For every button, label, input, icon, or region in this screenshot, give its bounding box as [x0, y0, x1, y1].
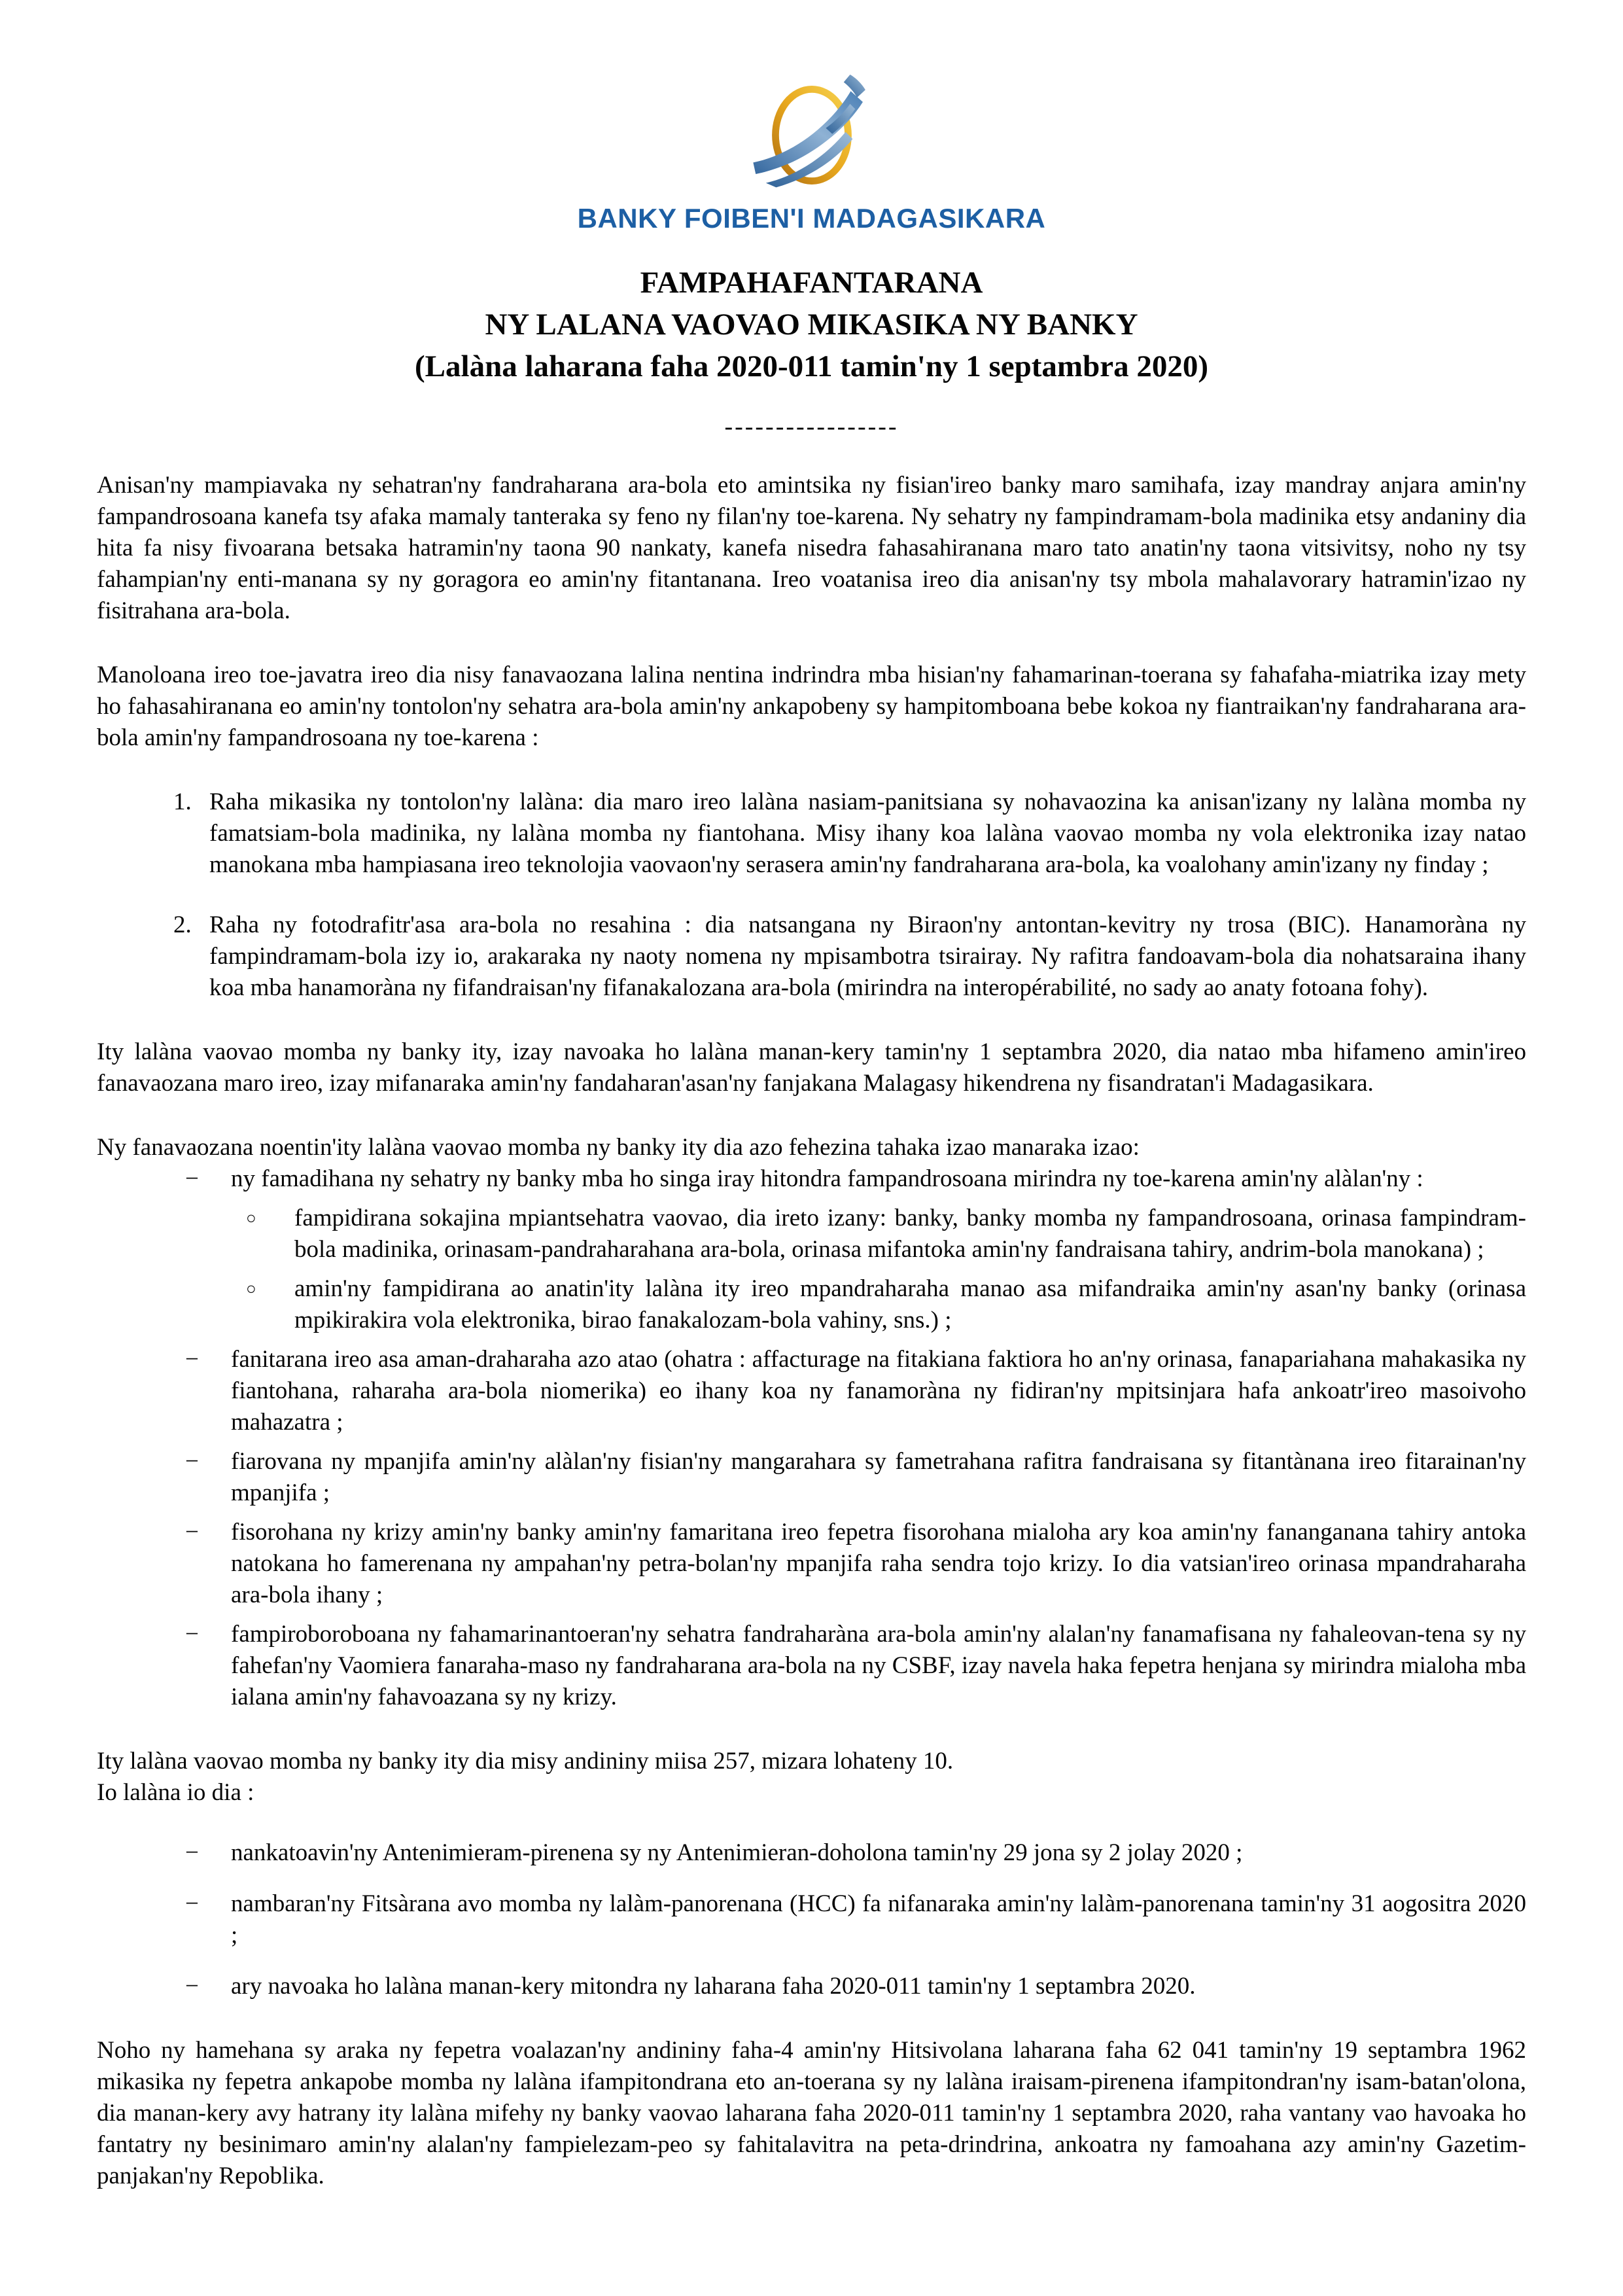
- reform-item-text: fanitarana ireo asa aman-draharaha azo atao (ohatra : affacturage na fitakiana faktiora ho an'ny orinasa, fanapariahana mahakasika ny fiantohana, raharaha ara-bola niomerika) eo ihany koa ny fanamoràna ny fidiran'ny mpitsinjara hafa ankoatr'ireo masoivoho mahazatra ;: [231, 1346, 1526, 1436]
- title-line-2: NY LALANA VAOVAO MIKASIKA NY BANKY: [485, 308, 1138, 342]
- org-name: BANKY FOIBEN'I MADAGASIKARA: [577, 203, 1046, 234]
- reform-subitem-text: fampidirana sokajina mpiantsehatra vaovao, dia ireto izany: banky, banky momba ny fampandrosoana, orinasa fampindram-bola madinika, orinasam-pandraharahana ara-bola, orinasa mifantoka amin'ny fandraisana tahiry, andrim-bola manokana) ;: [294, 1205, 1526, 1263]
- intro-paragraph-2: Manoloana ireo toe-javatra ireo dia nisy fanavaozana lalina nentina indrindra mba hisian'ny fahamarinan-toerana sy fahafaha-miatrika izay mety ho fahasahiranana eo amin'ny tontolon'ny sehatra ara-bola amin'ny ankapobeny sy hampitomboana bebe kokoa ny fiantraikan'ny fandraharana ara-bola amin'ny fampandrosoana ny toe-karena :: [97, 662, 1526, 751]
- closing-paragraph: Noho ny hamehana sy araka ny fepetra voalazan'ny andininy faha-4 amin'ny Hitsivolana laharana faha 62 041 tamin'ny 19 septambra 1962 mikasika ny fepetra ankapobe momba ny lalàna ifampitondrana eto an-toerana sy ny lalàna iraisam-pirenena ifampitondran'ny isam-batan'olona, dia manan-kery avy hatrany ity lalàna mifehy ny banky vaovao laharana faha 2020-011 tamin'ny 1 septambra 2020, raha vantany vao havoaka ho fantatry ny besinimaro amin'ny alalan'ny fampielezam-peo sy fahitalavitra na peta-drindrina, ankoatra ny famoahana azy amin'ny Gazetim-panjakan'ny Repoblika.: [97, 2037, 1526, 2189]
- summary-intro: Ny fanavaozana noentin'ity lalàna vaovao momba ny banky ity dia azo fehezina tahaka izao manaraka izao:: [97, 1134, 1140, 1161]
- numbered-item-1: [97, 786, 1526, 881]
- dash-bullet-icon: −: [185, 1165, 199, 1192]
- title-line-3: (Lalàna laharana faha 2020-011 tamin'ny 1 septambra 2020): [415, 349, 1208, 383]
- bfm-logo-icon: [97, 73, 1526, 198]
- reform-item-2: [97, 1344, 1526, 1438]
- reform-subitem-text: amin'ny fampidirana ao anatin'ity lalàna ity ireo mpandraharaha manao asa mifandraika amin'ny asan'ny banky (orinasa mpikirakira vola elektronika, birao fanakalozam-bola vahiny, sns.) ;: [294, 1275, 1526, 1333]
- circle-bullet-icon: ○: [246, 1279, 256, 1298]
- numbered-item-marker: 2.: [173, 911, 192, 938]
- dash-bullet-icon: −: [185, 1973, 199, 2000]
- numbered-item-text: Raha mikasika ny tontolon'ny lalàna: dia maro ireo lalàna nasiam-panitsiana sy nohavaozina ka anisan'izany ny lalàna momba ny famatsiam-bola madinika, ny lalàna momba ny fiantohana. Misy ihany koa lalàna vaovao momba ny vola elektronika izay natao manokana mba hampiasana ireo teknolojia vaovaon'ny serasera amin'ny fandraharana ara-bola, ka voalohany amin'izany ny finday ;: [209, 788, 1526, 878]
- numbered-list: [97, 786, 1526, 1004]
- title-line-1: FAMPAHAFANTARANA: [640, 266, 983, 300]
- document-body: [97, 470, 1526, 2192]
- document-title: [97, 262, 1526, 387]
- numbered-item-2: [97, 910, 1526, 1004]
- circle-bullet-icon: ○: [246, 1209, 256, 1227]
- enactment-item-1: [97, 1837, 1526, 1869]
- reform-item-text: ny famadihana ny sehatry ny banky mba ho singa iray hitondra fampandrosoana mirindra ny toe-karena amin'ny alàlan'ny :: [231, 1165, 1423, 1192]
- enactment-item-3: [97, 1971, 1526, 2002]
- reform-subitem-1a: [97, 1203, 1526, 1265]
- intro-paragraph-1: Anisan'ny mampiavaka ny sehatran'ny fandraharana ara-bola eto amintsika ny fisian'ireo banky maro samihafa, izay mandray anjara amin'ny fampandrosoana kanefa tsy afaka mamaly tanteraka sy feno ny filan'ny toe-karena. Ny sehatry ny fampindramam-bola madinika etsy andaniny dia hita fa nisy fivoarana betsaka hatramin'ny taona 90 nankaty, kanefa nisedra fahasahiranana maro tato anatin'ny taona vitsivitsy, noho ny tsy fahampian'ny enti-manana sy ny goragora eo amin'ny fitantanana. Ireo voatanisa ireo dia anisan'ny tsy mbola mahalavorary hatramin'izao ny fisitrahana ara-bola.: [97, 472, 1526, 624]
- reform-item-5: [97, 1619, 1526, 1713]
- dash-bullet-icon: −: [185, 1621, 199, 1648]
- enactment-item-text: nambaran'ny Fitsàrana avo momba ny lalàm-panorenana (HCC) fa nifanaraka amin'ny lalàm-panorenana tamin'ny 31 aogositra 2020 ;: [231, 1890, 1526, 1949]
- reform-item-text: fampiroboroboana ny fahamarinantoeran'ny sehatra fandraharàna ara-bola amin'ny alalan'ny fanamafisana ny fahaleovan-tena sy ny fahefan'ny Vaomiera fanaraha-maso ny fandraharana ara-bola na ny CSBF, izay navela haka fepetra henjana sy mirindra mialoha mba ialana amin'ny fahavoazana sy ny krizy.: [231, 1621, 1526, 1710]
- dash-bullet-icon: −: [185, 1890, 199, 1917]
- dash-bullet-icon: −: [185, 1448, 199, 1475]
- io-line: Io lalàna io dia :: [97, 1779, 254, 1806]
- dash-bullet-icon: −: [185, 1519, 199, 1545]
- reform-item-text: fiarovana ny mpanjifa amin'ny alàlan'ny fisian'ny mangarahara sy fametrahana rafitra fandraisana sy fitantànana ireo fitarainan'ny mpanjifa ;: [231, 1448, 1526, 1506]
- numbered-item-marker: 1.: [173, 788, 192, 815]
- articles-line: Ity lalàna vaovao momba ny banky ity dia misy andininy miisa 257, mizara lohateny 10.: [97, 1748, 954, 1775]
- numbered-item-text: Raha ny fotodrafitr'asa ara-bola no resahina : dia natsangana ny Biraon'ny antontan-kevitry ny trosa (BIC). Hanamoràna ny fampindramam-bola izy io, arakaraka ny naoty nomena ny mpisambotra tsirairay. Ny rafitra fandoavam-bola dia nohatsaraina ihany koa mba hanamoràna ny fifandraisan'ny fifanakalozana ara-bola (mirindra na interopérabilité, no sady ao anaty fotoana fohy).: [209, 911, 1526, 1001]
- reform-subitem-1b: [97, 1273, 1526, 1336]
- reform-item-4: [97, 1517, 1526, 1611]
- reform-item-text: fisorohana ny krizy amin'ny banky amin'ny famaritana ireo fepetra fisorohana mialoha ary koa amin'ny fananganana tahiry antoka natokana ho famerenana ny ampahan'ny petra-bolan'ny mpanjifa raha sendra tojo krizy. Io dia vatsian'ireo orinasa mpandraharaha ara-bola ihany ;: [231, 1519, 1526, 1608]
- dashed-separator: -----------------: [724, 413, 899, 440]
- reform-item-1: [97, 1163, 1526, 1195]
- enactment-item-2: [97, 1888, 1526, 1951]
- enactment-list: [97, 1837, 1526, 2002]
- dash-bullet-icon: −: [185, 1839, 199, 1866]
- reform-item-3: [97, 1446, 1526, 1509]
- reform-list: [97, 1163, 1526, 1713]
- document-header: [97, 73, 1526, 441]
- bridge-paragraph: Ity lalàna vaovao momba ny banky ity, izay navoaka ho lalàna manan-kery tamin'ny 1 septambra 2020, dia natao mba hifameno amin'ireo fanavaozana maro ireo, izay mifanaraka amin'ny fandaharan'asan'ny fanjakana Malagasy hikendrena ny fisandratan'i Madagasikara.: [97, 1038, 1526, 1097]
- enactment-item-text: ary navoaka ho lalàna manan-kery mitondra ny laharana faha 2020-011 tamin'ny 1 septambra 2020.: [231, 1973, 1196, 2000]
- dash-bullet-icon: −: [185, 1346, 199, 1373]
- enactment-item-text: nankatoavin'ny Antenimieram-pirenena sy ny Antenimieran-doholona tamin'ny 29 jona sy 2 jolay 2020 ;: [231, 1839, 1243, 1866]
